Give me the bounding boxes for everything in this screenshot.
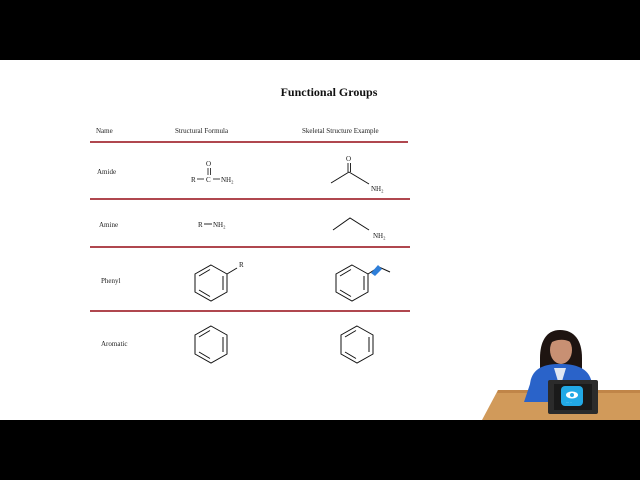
phenyl-structural-formula: [195, 261, 244, 301]
amide-formula-o: O: [206, 160, 212, 168]
amine-formula-r: R: [198, 221, 203, 229]
row-label-amide: Amide: [97, 168, 117, 176]
header-skeletal-structure: Skeletal Structure Example: [302, 127, 379, 135]
amide-formula-nh2: NH₂: [221, 176, 234, 184]
amine-skeletal-nh2: NH₂: [373, 232, 386, 240]
slide-title: Functional Groups: [280, 85, 378, 99]
aromatic-structural-formula: [195, 326, 227, 363]
row-label-phenyl: Phenyl: [101, 277, 121, 285]
presenter-video: [468, 318, 640, 420]
amide-skeletal-o: O: [346, 155, 352, 163]
amine-structural-formula: [198, 221, 226, 229]
header-structural-formula: Structural Formula: [175, 127, 229, 135]
header-name: Name: [96, 127, 113, 135]
amine-skeletal-structure: [333, 218, 386, 240]
row-label-amine: Amine: [99, 221, 119, 229]
amide-formula-r: R: [191, 176, 196, 184]
slide: [0, 60, 640, 420]
amine-formula-nh2: NH₂: [213, 221, 226, 229]
phenyl-formula-r: R: [239, 261, 244, 269]
aromatic-skeletal-structure: [341, 326, 373, 363]
amide-skeletal-nh2: NH₂: [371, 185, 384, 193]
amide-skeletal-structure: [331, 155, 384, 193]
logo-caption: ··· ··: [566, 401, 572, 405]
row-label-aromatic: Aromatic: [101, 340, 128, 348]
phenyl-skeletal-structure: [336, 265, 390, 301]
amide-formula-c: C: [206, 176, 211, 184]
amide-structural-formula: [191, 160, 234, 184]
